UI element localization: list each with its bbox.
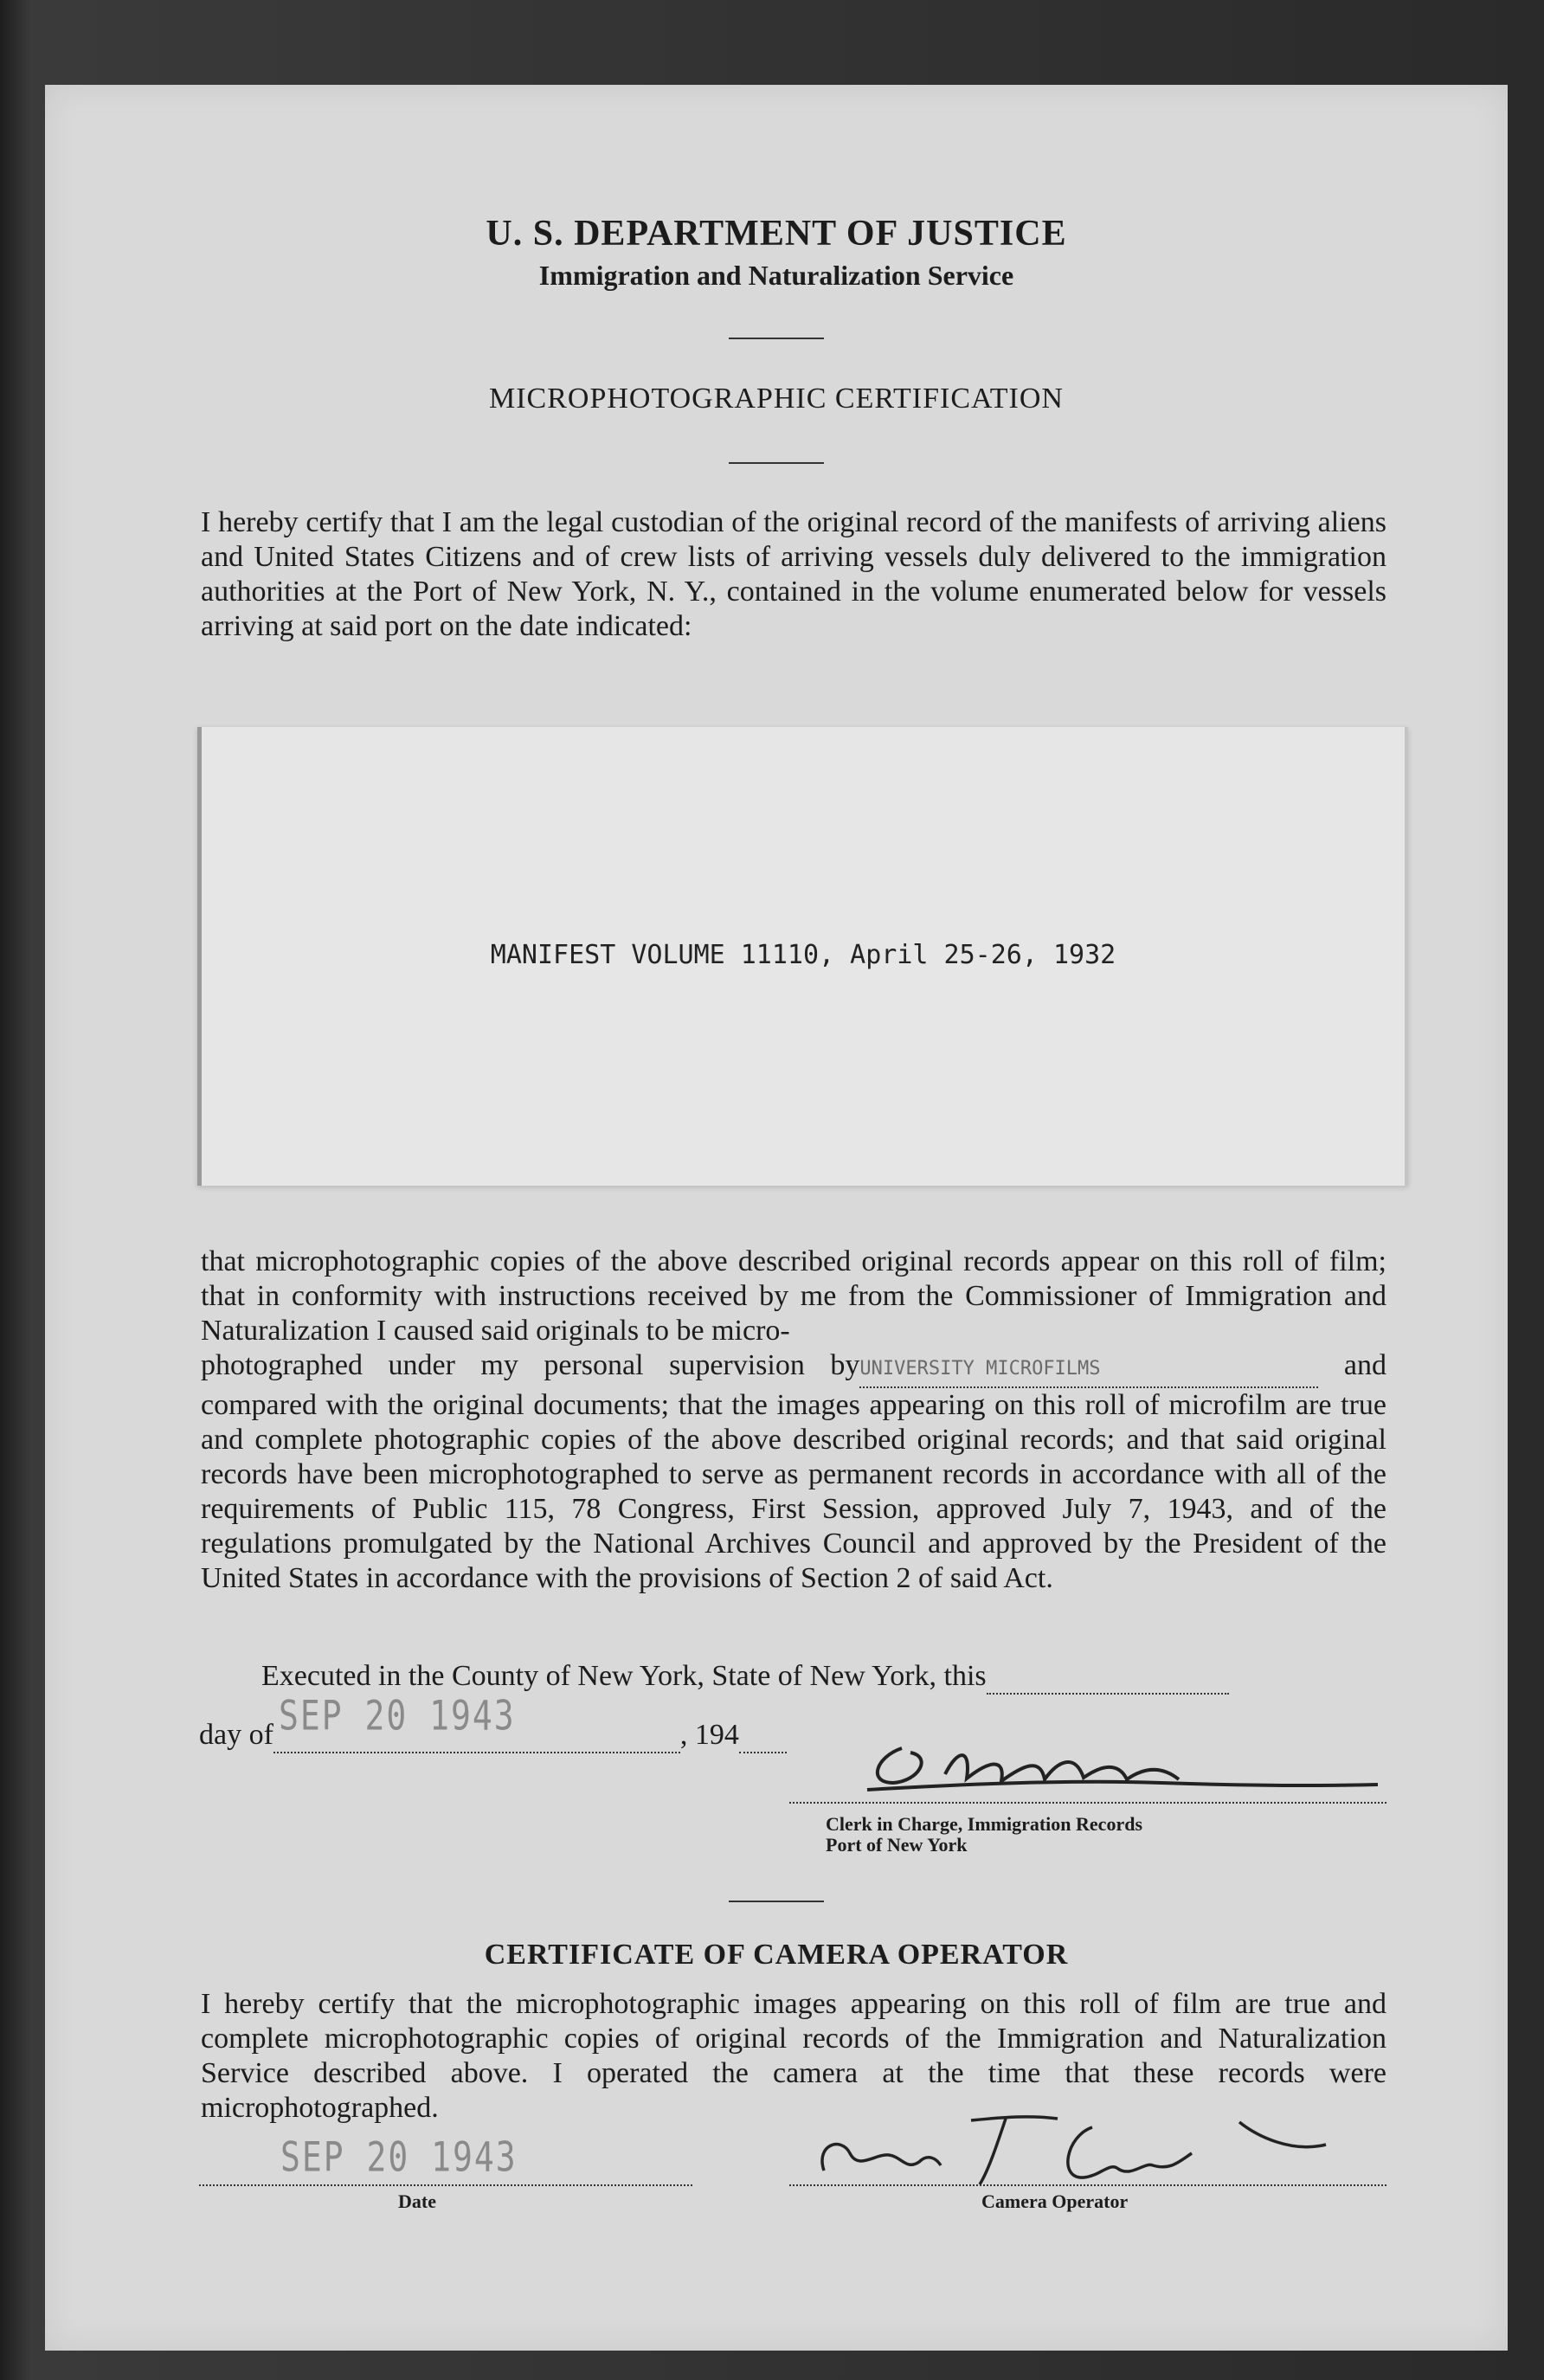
- clerk-title-line-1: Clerk in Charge, Immigration Records: [826, 1813, 1143, 1835]
- clerk-title-line-2: Port of New York: [826, 1834, 968, 1856]
- date-stamp: SEP 20 1943: [279, 1691, 516, 1740]
- camera-operator-label: Camera Operator: [981, 2190, 1129, 2212]
- copies-text-2: photographed under my personal supervision by: [201, 1349, 860, 1381]
- service-subtitle: Immigration and Naturalization Service: [538, 260, 1014, 291]
- certificate-sheet: [45, 85, 1508, 2351]
- clerk-signature: [850, 1714, 1386, 1809]
- camera-date-stamp: SEP 20 1943: [280, 2132, 518, 2181]
- copies-paragraph: [201, 1245, 1386, 1596]
- executed-day-field: [987, 1660, 1229, 1695]
- certification-heading: MICROPHOTOGRAPHIC CERTIFICATION: [488, 383, 1064, 415]
- day-of-label: day of: [199, 1719, 273, 1751]
- executed-text: Executed in the County of New York, State of New York, this: [261, 1660, 987, 1692]
- divider: [729, 338, 824, 339]
- copies-text-1: that microphotographic copies of the above described original records appear on this roll of film; that in conformity with instructions received by me from the Commissioner of Immigration and Naturalization I caused said originals to be micro-: [201, 1245, 1386, 1347]
- clerk-signature-line: [789, 1802, 1386, 1804]
- custodian-paragraph: I hereby certify that I am the legal custodian of the original record of the manifests of arriving aliens and United States Citizens and of crew lists of arriving vessels duly delivered to the immigration authorities at the Port of New York, N. Y., contained in the volume enumerated below for vessels arriving at said port on the date indicated:: [201, 506, 1386, 642]
- camera-operator-signature: [807, 2101, 1378, 2197]
- copies-text-3: and compared with the original documents; that the images appearing on this roll of microfilm are true and complete photographic copies of the above described original records; and that said original records have been microphotographed to serve as permanent records in accordance with all of the requirements of Public 115, 78 Congress, First Session, approved July 7, 1943, and of the regulations promulgated by the National Archives Council and approved by the President of the United States in accordance with the provisions of Section 2 of said Act.: [201, 1349, 1387, 1594]
- camera-operator-line: [789, 2184, 1386, 2186]
- supervisor-field: [859, 1348, 1318, 1388]
- executed-line: [261, 1660, 1229, 1695]
- divider: [729, 1901, 824, 1902]
- date-line: [199, 2184, 692, 2186]
- year-label: , 194: [679, 1719, 739, 1751]
- clerk-title: [826, 1814, 1142, 1856]
- manifest-insert: [197, 727, 1408, 1186]
- year-field: [739, 1719, 787, 1753]
- date-label: Date: [398, 2190, 436, 2212]
- camera-certificate-title: CERTIFICATE OF CAMERA OPERATOR: [484, 1939, 1069, 1971]
- divider: [729, 462, 824, 464]
- department-title: U. S. DEPARTMENT OF JUSTICE: [486, 214, 1067, 254]
- camera-paragraph: I hereby certify that the microphotographic images appearing on this roll of film are true and complete microphotographic copies of original records of the Immigration and Naturalization Service described above. I operated the camera at the time that these records were microphotographed.: [201, 1988, 1386, 2124]
- manifest-volume: MANIFEST VOLUME 11110, April 25-26, 1932: [490, 940, 1116, 970]
- supervisor-stamp: UNIVERSITY MICROFILMS: [859, 1358, 1101, 1380]
